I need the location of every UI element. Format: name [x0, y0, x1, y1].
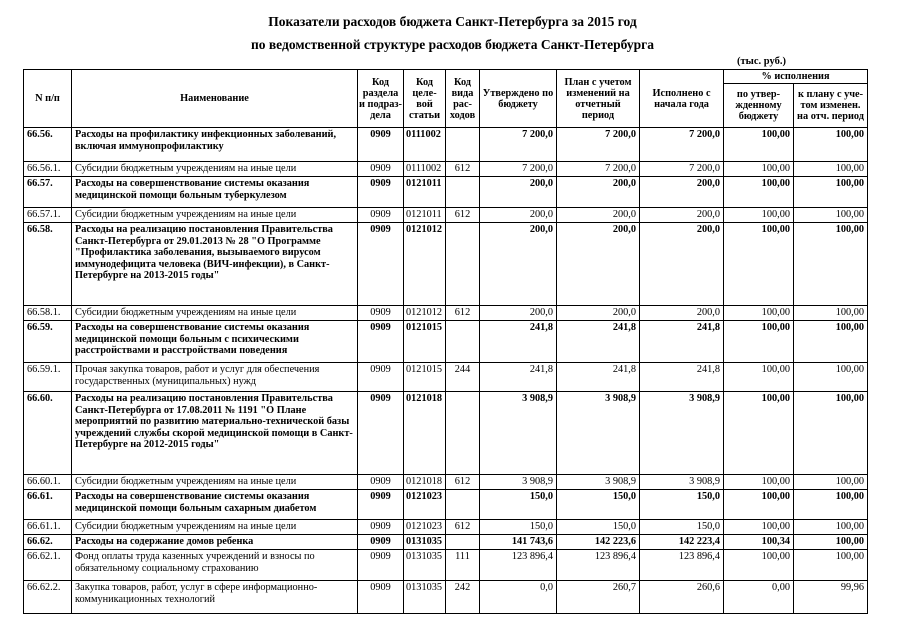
header-percent: % исполнения	[724, 70, 868, 84]
table-row	[24, 223, 868, 306]
row-name: Субсидии бюджетным учреждениям на иные цели	[72, 306, 358, 321]
row-plan: 7 200,0	[557, 128, 640, 162]
row-pct-approved: 100,00	[724, 550, 794, 581]
row-approved: 0,0	[480, 581, 557, 614]
header-name: Наименование	[72, 70, 358, 128]
row-pct-plan: 100,00	[794, 363, 868, 392]
row-article-code: 0121023	[404, 490, 446, 520]
row-pct-approved: 100,00	[724, 392, 794, 475]
row-approved: 200,0	[480, 208, 557, 223]
row-pct-approved: 100,00	[724, 321, 794, 363]
row-plan: 200,0	[557, 306, 640, 321]
row-pct-plan: 100,00	[794, 475, 868, 490]
row-type-code: 612	[446, 208, 480, 223]
table-row	[24, 128, 868, 162]
row-name: Расходы на совершенствование системы оказания медицинской помощи больным туберкулезом	[72, 177, 358, 208]
table-row	[24, 581, 868, 614]
row-pct-plan: 100,00	[794, 321, 868, 363]
row-section-code: 0909	[358, 490, 404, 520]
row-plan: 3 908,9	[557, 475, 640, 490]
row-type-code	[446, 223, 480, 306]
row-approved: 200,0	[480, 306, 557, 321]
row-executed: 7 200,0	[640, 128, 724, 162]
row-type-code: 111	[446, 550, 480, 581]
row-pct-approved: 0,00	[724, 581, 794, 614]
row-pct-plan: 100,00	[794, 392, 868, 475]
row-num: 66.59.1.	[24, 363, 72, 392]
row-pct-approved: 100,00	[724, 223, 794, 306]
row-article-code: 0121011	[404, 177, 446, 208]
row-num: 66.61.1.	[24, 520, 72, 535]
row-section-code: 0909	[358, 223, 404, 306]
row-article-code: 0121018	[404, 392, 446, 475]
row-plan: 150,0	[557, 490, 640, 520]
row-article-code: 0121012	[404, 306, 446, 321]
row-num: 66.61.	[24, 490, 72, 520]
row-article-code: 0131035	[404, 535, 446, 550]
row-name: Субсидии бюджетным учреждениям на иные цели	[72, 475, 358, 490]
row-executed: 123 896,4	[640, 550, 724, 581]
header-pct-approved: по утвер-жденному бюджету	[724, 84, 794, 128]
row-section-code: 0909	[358, 520, 404, 535]
row-executed: 3 908,9	[640, 392, 724, 475]
row-type-code: 244	[446, 363, 480, 392]
row-approved: 200,0	[480, 177, 557, 208]
row-article-code: 0131035	[404, 581, 446, 614]
row-article-code: 0121018	[404, 475, 446, 490]
row-name: Закупка товаров, работ, услуг в сфере информационно-коммуникационных технологий	[72, 581, 358, 614]
row-pct-plan: 100,00	[794, 177, 868, 208]
row-num: 66.56.	[24, 128, 72, 162]
row-pct-approved: 100,00	[724, 162, 794, 177]
row-type-code: 612	[446, 475, 480, 490]
row-article-code: 0121012	[404, 223, 446, 306]
row-section-code: 0909	[358, 321, 404, 363]
row-name: Расходы на реализацию постановления Правительства Санкт-Петербурга от 17.08.2011 № 1191 "О Плане мероприятий по развитию материально-технической базы учреждений службы скорой медицинской помощи в Санкт-Петербурге на 2012-2015 годы"	[72, 392, 358, 475]
row-approved: 241,8	[480, 363, 557, 392]
units-label: (тыс. руб.)	[737, 56, 786, 67]
row-pct-plan: 100,00	[794, 128, 868, 162]
row-approved: 3 908,9	[480, 475, 557, 490]
report-title: Показатели расходов бюджета Санкт-Петербурга за 2015 год	[268, 14, 637, 29]
row-pct-approved: 100,00	[724, 208, 794, 223]
row-type-code: 612	[446, 162, 480, 177]
table-row	[24, 550, 868, 581]
row-pct-approved: 100,00	[724, 177, 794, 208]
row-approved: 7 200,0	[480, 162, 557, 177]
row-article-code: 0111002	[404, 162, 446, 177]
row-section-code: 0909	[358, 550, 404, 581]
row-section-code: 0909	[358, 162, 404, 177]
row-name: Расходы на содержание домов ребенка	[72, 535, 358, 550]
row-num: 66.56.1.	[24, 162, 72, 177]
row-name: Расходы на совершенствование системы оказания медицинской помощи больным с психическими расстройствами и расстройствами поведения	[72, 321, 358, 363]
row-executed: 200,0	[640, 223, 724, 306]
row-num: 66.58.1.	[24, 306, 72, 321]
table-body	[24, 128, 868, 614]
row-name: Субсидии бюджетным учреждениям на иные цели	[72, 162, 358, 177]
row-type-code: 612	[446, 520, 480, 535]
row-plan: 200,0	[557, 223, 640, 306]
header-executed: Исполнено с начала года	[640, 70, 724, 128]
row-name: Расходы на совершенствование системы оказания медицинской помощи больным сахарным диабетом	[72, 490, 358, 520]
row-section-code: 0909	[358, 475, 404, 490]
table-row	[24, 535, 868, 550]
row-section-code: 0909	[358, 177, 404, 208]
row-num: 66.58.	[24, 223, 72, 306]
row-num: 66.60.	[24, 392, 72, 475]
header-type: Код вида рас-ходов	[446, 70, 480, 128]
table-row	[24, 321, 868, 363]
row-plan: 200,0	[557, 208, 640, 223]
row-executed: 241,8	[640, 363, 724, 392]
table-row	[24, 208, 868, 223]
row-executed: 200,0	[640, 208, 724, 223]
row-plan: 7 200,0	[557, 162, 640, 177]
row-type-code	[446, 177, 480, 208]
row-type-code	[446, 128, 480, 162]
row-plan: 241,8	[557, 363, 640, 392]
table-row	[24, 306, 868, 321]
table-row	[24, 363, 868, 392]
row-executed: 7 200,0	[640, 162, 724, 177]
row-approved: 7 200,0	[480, 128, 557, 162]
row-approved: 123 896,4	[480, 550, 557, 581]
row-num: 66.59.	[24, 321, 72, 363]
row-pct-plan: 100,00	[794, 490, 868, 520]
table-row	[24, 520, 868, 535]
row-executed: 260,6	[640, 581, 724, 614]
row-type-code	[446, 535, 480, 550]
row-section-code: 0909	[358, 581, 404, 614]
budget-table	[23, 69, 868, 614]
row-executed: 150,0	[640, 490, 724, 520]
header-section: Код раздела и подраз-дела	[358, 70, 404, 128]
row-pct-plan: 99,96	[794, 581, 868, 614]
row-name: Фонд оплаты труда казенных учреждений и взносы по обязательному социальному страхованию	[72, 550, 358, 581]
row-name: Субсидии бюджетным учреждениям на иные цели	[72, 208, 358, 223]
row-num: 66.62.	[24, 535, 72, 550]
row-type-code	[446, 321, 480, 363]
row-section-code: 0909	[358, 392, 404, 475]
row-name: Субсидии бюджетным учреждениям на иные цели	[72, 520, 358, 535]
row-pct-approved: 100,00	[724, 363, 794, 392]
row-executed: 150,0	[640, 520, 724, 535]
header-plan: План с учетом изменений на отчетный период	[557, 70, 640, 128]
row-type-code: 242	[446, 581, 480, 614]
row-article-code: 0131035	[404, 550, 446, 581]
row-type-code: 612	[446, 306, 480, 321]
row-plan: 200,0	[557, 177, 640, 208]
row-name: Прочая закупка товаров, работ и услуг для обеспечения государственных (муниципальных) нужд	[72, 363, 358, 392]
row-approved: 3 908,9	[480, 392, 557, 475]
row-article-code: 0121023	[404, 520, 446, 535]
table-row	[24, 392, 868, 475]
header-approved: Утверждено по бюджету	[480, 70, 557, 128]
row-pct-plan: 100,00	[794, 208, 868, 223]
row-num: 66.57.1.	[24, 208, 72, 223]
table-row	[24, 177, 868, 208]
row-pct-approved: 100,00	[724, 475, 794, 490]
row-article-code: 0121015	[404, 321, 446, 363]
row-pct-plan: 100,00	[794, 162, 868, 177]
header-pct-plan: к плану с уче-том изменен. на отч. период	[794, 84, 868, 128]
row-name: Расходы на профилактику инфекционных заболеваний, включая иммунопрофилактику	[72, 128, 358, 162]
row-executed: 200,0	[640, 177, 724, 208]
row-type-code	[446, 392, 480, 475]
row-plan: 150,0	[557, 520, 640, 535]
row-pct-approved: 100,00	[724, 306, 794, 321]
header-article: Код целе-вой статьи	[404, 70, 446, 128]
row-num: 66.62.1.	[24, 550, 72, 581]
row-plan: 142 223,6	[557, 535, 640, 550]
row-executed: 142 223,4	[640, 535, 724, 550]
row-article-code: 0121011	[404, 208, 446, 223]
report-subtitle: по ведомственной структуре расходов бюджета Санкт-Петербурга	[250, 37, 655, 52]
row-pct-approved: 100,00	[724, 128, 794, 162]
row-num: 66.60.1.	[24, 475, 72, 490]
row-type-code	[446, 490, 480, 520]
row-pct-approved: 100,00	[724, 520, 794, 535]
row-pct-plan: 100,00	[794, 550, 868, 581]
header-num: N п/п	[24, 70, 72, 128]
row-pct-plan: 100,00	[794, 520, 868, 535]
row-approved: 150,0	[480, 490, 557, 520]
row-article-code: 0121015	[404, 363, 446, 392]
table-row	[24, 162, 868, 177]
row-pct-plan: 100,00	[794, 306, 868, 321]
row-section-code: 0909	[358, 535, 404, 550]
row-plan: 241,8	[557, 321, 640, 363]
row-pct-approved: 100,34	[724, 535, 794, 550]
row-approved: 141 743,6	[480, 535, 557, 550]
row-name: Расходы на реализацию постановления Правительства Санкт-Петербурга от 29.01.2013 № 28 "О Программе "Профилактика заболевания, вызываемого вирусом иммунодефицита человека (ВИЧ-инфекции), в Санкт-Петербурге на 2013-2015 годы"	[72, 223, 358, 306]
row-plan: 123 896,4	[557, 550, 640, 581]
row-executed: 241,8	[640, 321, 724, 363]
row-num: 66.57.	[24, 177, 72, 208]
row-section-code: 0909	[358, 128, 404, 162]
row-article-code: 0111002	[404, 128, 446, 162]
row-approved: 241,8	[480, 321, 557, 363]
row-section-code: 0909	[358, 363, 404, 392]
row-plan: 3 908,9	[557, 392, 640, 475]
row-executed: 200,0	[640, 306, 724, 321]
row-pct-plan: 100,00	[794, 535, 868, 550]
row-approved: 150,0	[480, 520, 557, 535]
row-pct-approved: 100,00	[724, 490, 794, 520]
row-executed: 3 908,9	[640, 475, 724, 490]
row-pct-plan: 100,00	[794, 223, 868, 306]
row-approved: 200,0	[480, 223, 557, 306]
row-plan: 260,7	[557, 581, 640, 614]
row-num: 66.62.2.	[24, 581, 72, 614]
table-row	[24, 490, 868, 520]
row-section-code: 0909	[358, 208, 404, 223]
row-section-code: 0909	[358, 306, 404, 321]
table-row	[24, 475, 868, 490]
